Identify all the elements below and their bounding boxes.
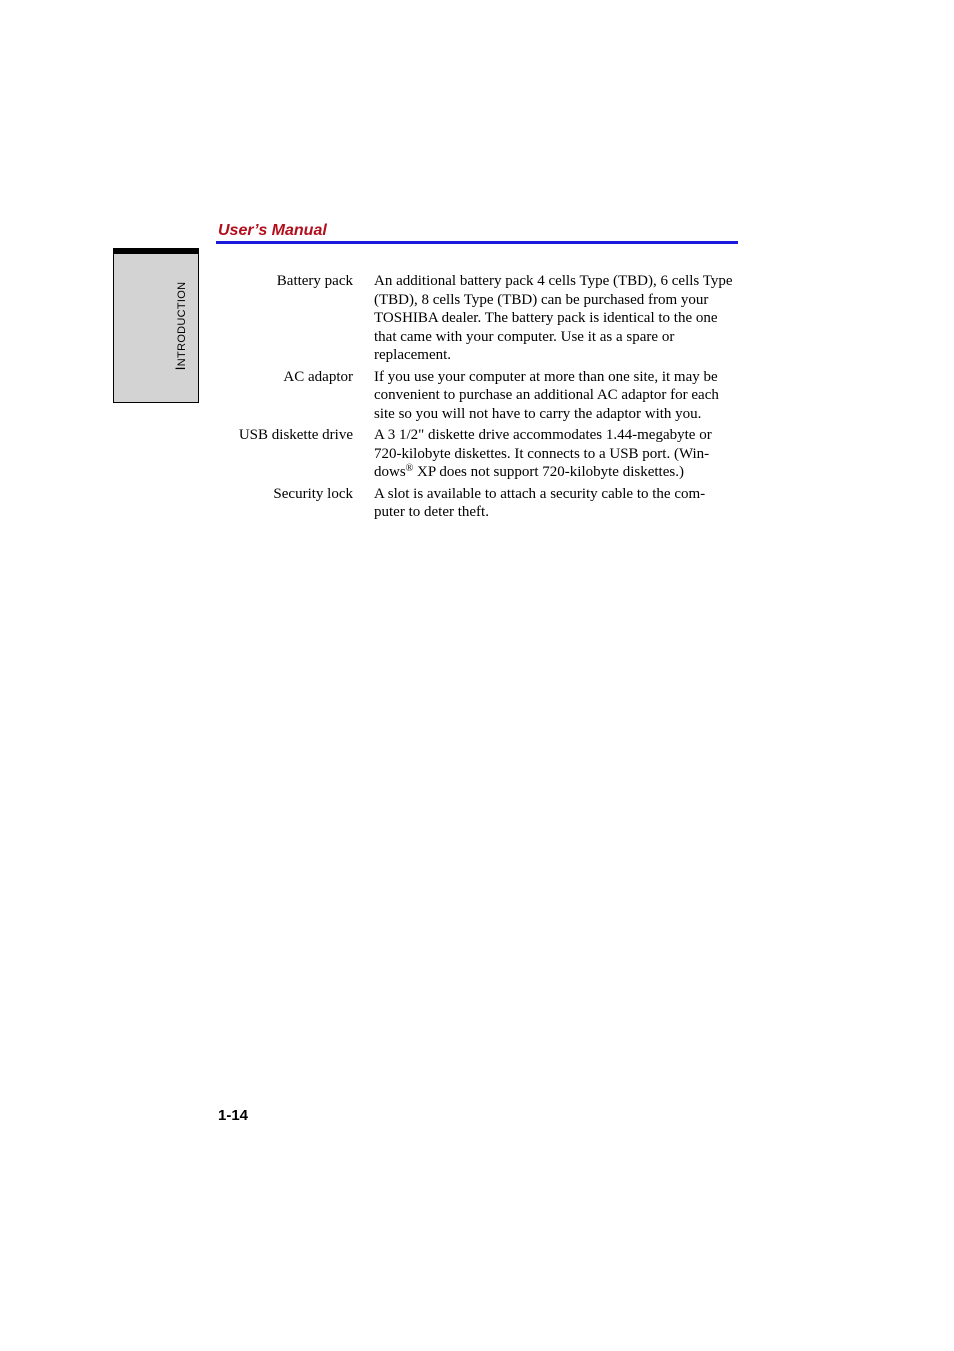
chapter-tab-label-rest: NTRODUCTION	[176, 281, 188, 367]
entry-description	[374, 426, 734, 482]
entry-description-part2: XP does not support 720-kilobyte diskettes.)	[413, 464, 684, 480]
entry-description: A slot is available to attach a security cable to the com- puter to deter theft.	[374, 485, 706, 520]
list-item-battery-pack	[216, 272, 738, 365]
list-item-usb-diskette-drive	[216, 426, 738, 482]
registered-mark: ®	[405, 463, 414, 474]
entry-description: An additional battery pack 4 cells Type (TBD), 6 cells Type (TBD), 8 cells Type (TBD) can be purchased from your TOSHIBA dealer. The battery pack is identical to the one that came with your computer. Use it as a spare or replacement.	[374, 273, 733, 363]
entry-term: AC adaptor	[283, 368, 353, 385]
options-list	[216, 272, 738, 525]
chapter-tab-label	[172, 282, 188, 371]
list-item-security-lock	[216, 485, 738, 522]
entry-description-part1: A 3 1/2" diskette drive accommodates 1.44-megabyte or 720-kilobyte diskettes. It connects to a USB port. (Win- dows	[374, 427, 712, 480]
header-rule	[216, 241, 738, 244]
chapter-tab-label-initial: I	[172, 366, 188, 371]
entry-term: Security lock	[273, 485, 353, 502]
entry-term: USB diskette drive	[238, 427, 353, 443]
entry-term: Battery pack	[276, 273, 353, 289]
entry-description: If you use your computer at more than one site, it may be convenient to purchase an additional AC adaptor for each site so you will not have to carry the adaptor with you.	[374, 368, 719, 422]
list-item-ac-adaptor	[216, 368, 738, 424]
running-header-title: User’s Manual	[218, 222, 327, 239]
page-number: 1-14	[218, 1107, 249, 1124]
